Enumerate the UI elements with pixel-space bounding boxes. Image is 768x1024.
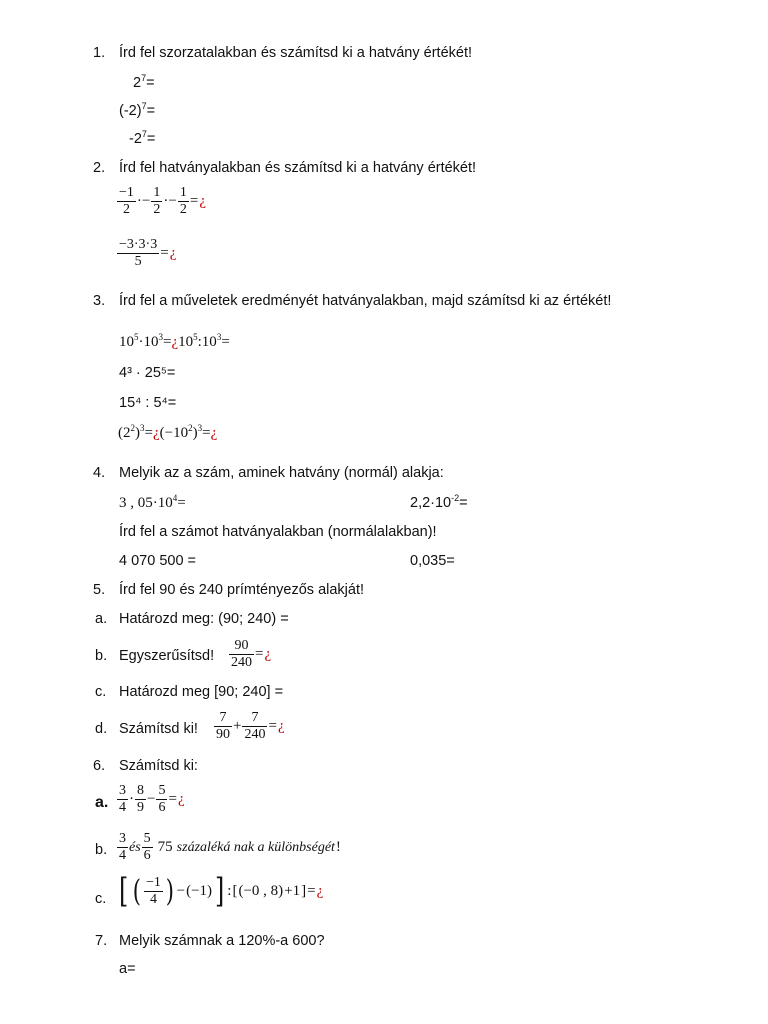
q7-answer: a= [119,961,136,977]
q1-item-c: $-2^7=$ [129,129,156,147]
q6-a-fraction-1: $\frac{3}{4}$ [119,783,126,815]
q4-number: 4. [93,465,106,481]
q1-item-a: $2^7=$ [133,73,155,91]
q2-expression-a: $\frac{-1}{2}$ ·− $\frac{1}{2}$ ·− $\frac{1}{2}$ = ¿ [119,185,206,217]
q2-fraction-3: $\frac{1}{2}$ [179,185,187,217]
q6-number: 6. [93,758,106,774]
q1-text: Írd fel szorzatalakban és számítsd ki a hatvány értékét! [119,45,472,61]
q2-number: 2. [93,160,106,176]
q2-fraction-2: $\frac{1}{2}$ [153,185,161,217]
q5-a-text: Határozd meg: (90; 240) = [119,611,289,627]
q3-number: 3. [93,293,106,309]
q5-d-fraction-1: $\frac{7}{90}$ [216,710,230,742]
q5-b-fraction: $\frac{90}{240}$ [231,638,252,670]
q3-line-1: $10^5\cdot 10^3=¿10^5:10^3=$ [119,332,230,350]
q5-d-label: d. [95,721,108,737]
q5-c-text: Határozd meg [90; 240] = [119,684,284,700]
q3-text: Írd fel a műveletek eredményét hatványalakban, majd számítsd ki az értékét! [119,293,612,309]
q4-item-c: 4 070 500 = [119,553,197,569]
q3-line-2: 4³ · 25⁵= [119,365,176,381]
q2-text: Írd fel hatványalakban és számítsd ki a hatvány értékét! [119,160,477,176]
q6-c-expression: [ ( $\frac{-1}{4}$ ) − (−1) ] : [ (−0 , 8) +1 ] = ¿ [118,871,324,912]
q3-line-3: 15⁴ : 5⁴= [119,395,177,411]
q4-item-b: $2,2\cdot 10^{-2}=$ [410,493,468,511]
q6-c-label: c. [95,891,107,907]
q6-c-fraction: $\frac{-1}{4}$ [145,875,161,907]
q4-item-a: 3 , $05\cdot 10^4=$ [119,493,186,511]
q6-b-expression: $\frac{3}{4}$ és $\frac{5}{6}$ 75 százaléká nak a különbségét ! [119,831,341,863]
q4-item-d: 0,035= [410,553,455,569]
q6-a-expression: $\frac{3}{4}$ · $\frac{8}{9}$ − $\frac{5}{6}$ = ¿ [119,783,185,815]
q5-a-label: a. [95,611,108,627]
q5-b-expression: $\frac{90}{240}$ = ¿ [231,638,272,670]
q3-line-4: $(2^2)^3=¿(-10^2)^3=¿$ [118,423,218,441]
q2-fraction-4: $\frac{-3\cdot 3\cdot 3}{5}$ [119,237,158,269]
q5-c-label: c. [95,684,107,700]
q5-d-text: Számítsd ki! [119,721,198,737]
q6-a-label: a. [95,794,109,811]
q5-d-expression: $\frac{7}{90}$ + $\frac{7}{240}$ = ¿ [216,710,285,742]
q5-b-label: b. [95,648,108,664]
q2-expression-b: $\frac{-3\cdot 3\cdot 3}{5}$ = ¿ [119,237,177,269]
q6-b-fraction-1: $\frac{3}{4}$ [119,831,126,863]
q5-b-text: Egyszerűsítsd! [119,648,215,664]
q6-b-fraction-2: $\frac{5}{6}$ [143,831,151,863]
q7-text: Melyik számnak a 120%-a 600? [119,933,325,949]
q5-d-fraction-2: $\frac{7}{240}$ [244,710,266,742]
q4-text-2: Írd fel a számot hatványalakban (normálalakban)! [119,524,437,540]
q6-b-label: b. [95,842,108,858]
q2-fraction-1: $\frac{-1}{2}$ [119,185,134,217]
q1-number: 1. [93,45,106,61]
q5-number: 5. [93,582,106,598]
q6-a-fraction-3: $\frac{5}{6}$ [158,783,166,815]
q1-item-b: $(-2)^7=$ [119,101,156,119]
q5-text: Írd fel 90 és 240 prímtényezős alakját! [119,582,365,598]
q4-text: Melyik az a szám, aminek hatvány (normál) alakja: [119,465,444,481]
q6-a-fraction-2: $\frac{8}{9}$ [137,783,144,815]
q6-text: Számítsd ki: [119,758,198,774]
q7-number: 7. [95,933,108,949]
